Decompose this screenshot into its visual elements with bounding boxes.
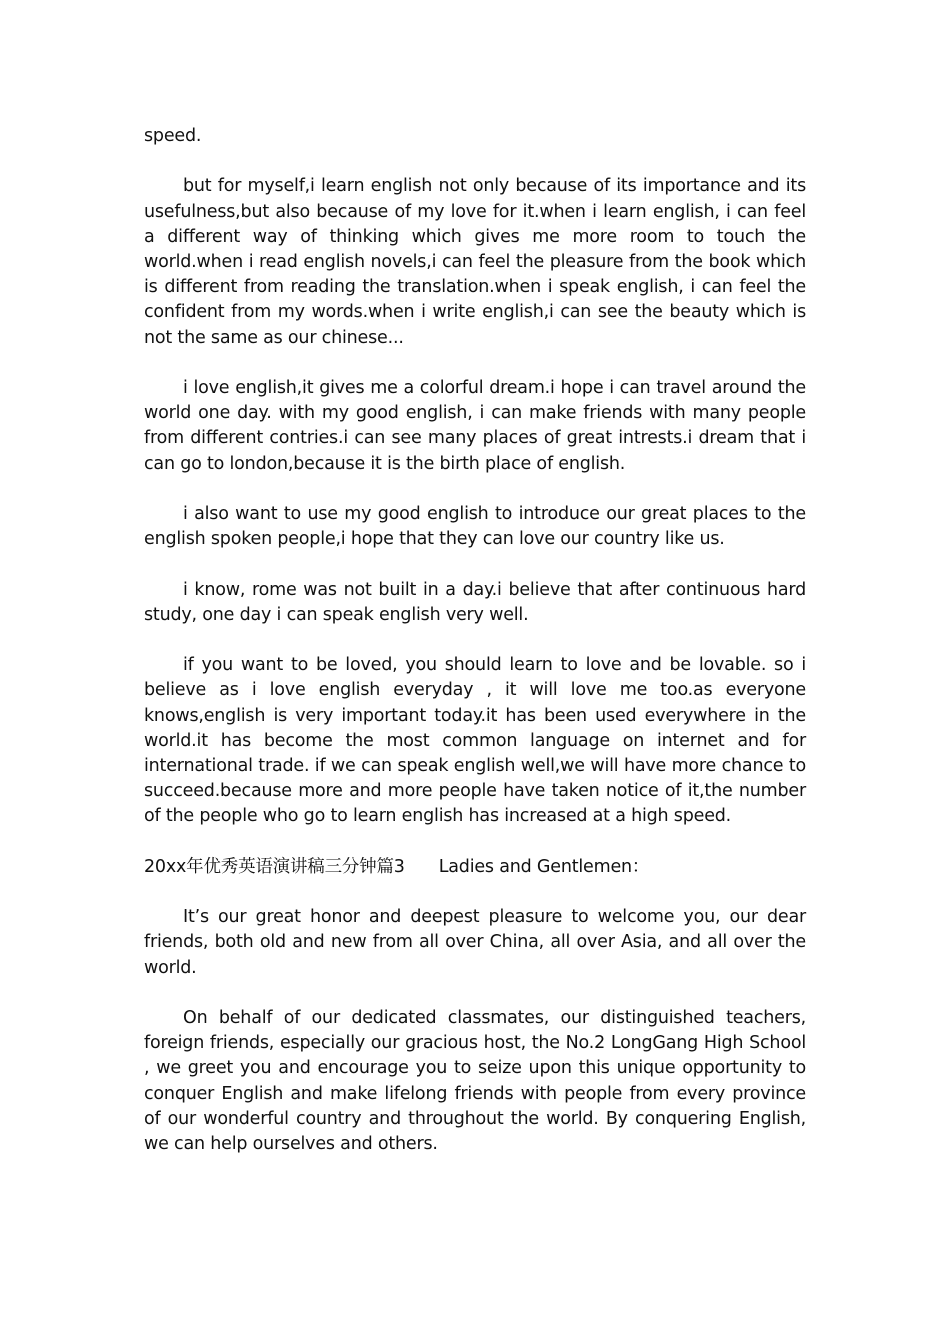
paragraph-introduce-places: i also want to use my good english to introduce our great places to the english spoken people,i hope that they can love our country like us. [144, 504, 806, 550]
paragraph-colorful-dream: i love english,it gives me a colorful dream.i hope i can travel around the world one day. with my good english, i can make friends with many people from different contries.i can see many places of great intrests.i dream that i can go to london,because it is the birth place of english. [144, 378, 806, 474]
paragraph-rome: i know, rome was not built in a day.i believe that after continuous hard study, one day i can speak english very well. [144, 579, 806, 625]
paragraph-welcome: It’s our great honor and deepest pleasure to welcome you, our dear friends, both old and new from all over China, all over Asia, and all over the world. [144, 907, 806, 978]
paragraph-on-behalf: On behalf of our dedicated classmates, our distinguished teachers, foreign friends, especially our gracious host, the No.2 LongGang High School , we greet you and encourage you to seize upon this unique opportunity to conquer English and make lifelong friends with people from every province of our wonderful country and throughout the world. By conquering English, we can help ourselves and others. [144, 1007, 806, 1154]
section-heading-line [144, 855, 806, 880]
paragraph-be-loved: if you want to be loved, you should learn to love and be lovable. so i believe as i love english everyday , it will love me too.as everyone knows,english is very important today.it has been used everywhere in the world.it has become the most common language on internet and for international trade. if we can speak english well,we will have more chance to succeed.because more and more people have taken notice of it,the number of the people who go to learn english has increased at a high speed. [144, 655, 806, 827]
document-page [144, 124, 806, 1182]
section-heading: 20xx年优秀英语演讲稿三分钟篇3 [144, 856, 405, 877]
paragraph-speed: speed. [144, 126, 202, 146]
salutation: Ladies and Gentlemen： [438, 856, 650, 877]
paragraph-love-for-english: but for myself,i learn english not only because of its importance and its usefulness,but also because of my love for it.when i learn english, i can feel a different way of thinking which gives me more room to touch the world.when i read english novels,i can feel the pleasure from the book which is different from reading the translation.when i speak english, i can feel the confident from my words.when i write english,i can see the beauty which is not the same as our chinese... [144, 176, 806, 348]
